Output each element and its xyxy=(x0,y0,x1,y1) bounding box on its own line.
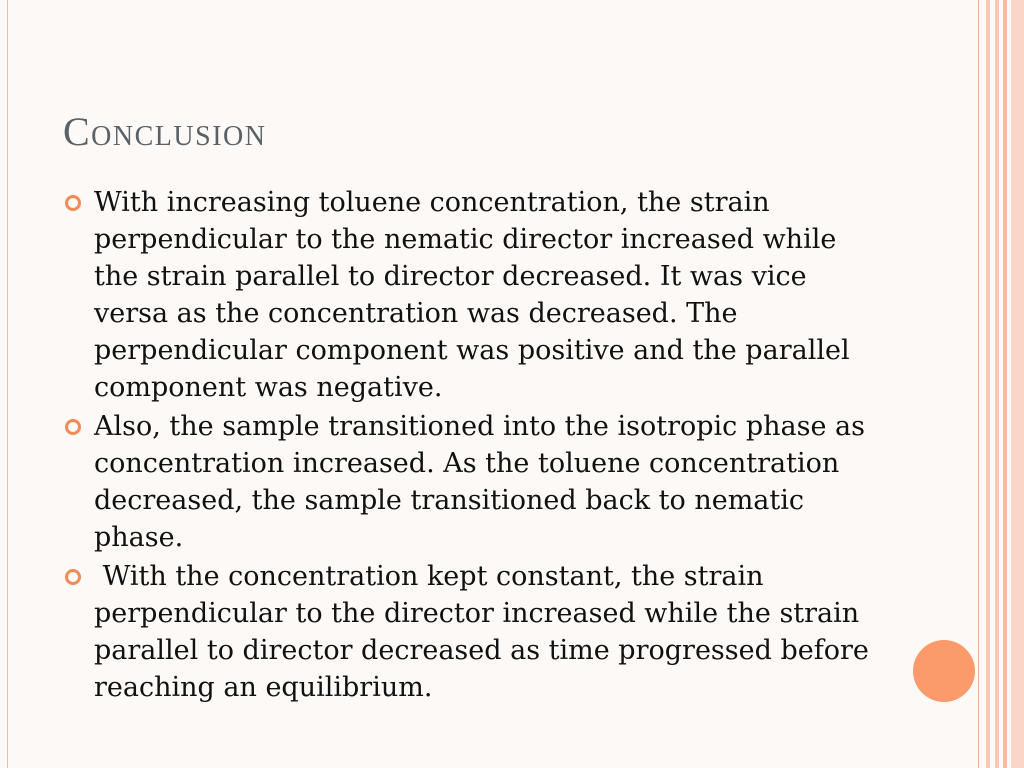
right-frame-line xyxy=(978,0,979,768)
bullet-text: With the concentration kept constant, the strain perpendicular to the director increased while the strain parallel to director decreased as time progressed before reaching an equilibrium. xyxy=(94,561,878,703)
left-frame-line xyxy=(7,0,8,768)
bullet-item xyxy=(62,558,882,706)
bullet-item xyxy=(62,184,882,406)
decorative-stripe xyxy=(1011,0,1024,768)
bullet-text: Also, the sample transitioned into the isotropic phase as concentration increased. As the toluene concentration decreased, the sample transitioned back to nematic phase. xyxy=(94,411,874,553)
decorative-stripe xyxy=(995,0,999,768)
decorative-circle xyxy=(913,640,975,702)
bullet-item xyxy=(62,408,882,556)
circle-bullet-icon xyxy=(65,569,81,585)
bullet-list xyxy=(62,184,882,708)
slide-title: Conclusion xyxy=(63,109,267,154)
decorative-stripe xyxy=(1003,0,1007,768)
bullet-text: With increasing toluene concentration, the strain perpendicular to the nematic director increased while the strain parallel to director decreased. It was vice versa as the concentration was decreased. The perpendicular component was positive and the parallel component was negative. xyxy=(94,187,859,403)
decorative-stripe xyxy=(986,0,990,768)
circle-bullet-icon xyxy=(65,419,81,435)
circle-bullet-icon xyxy=(65,195,81,211)
